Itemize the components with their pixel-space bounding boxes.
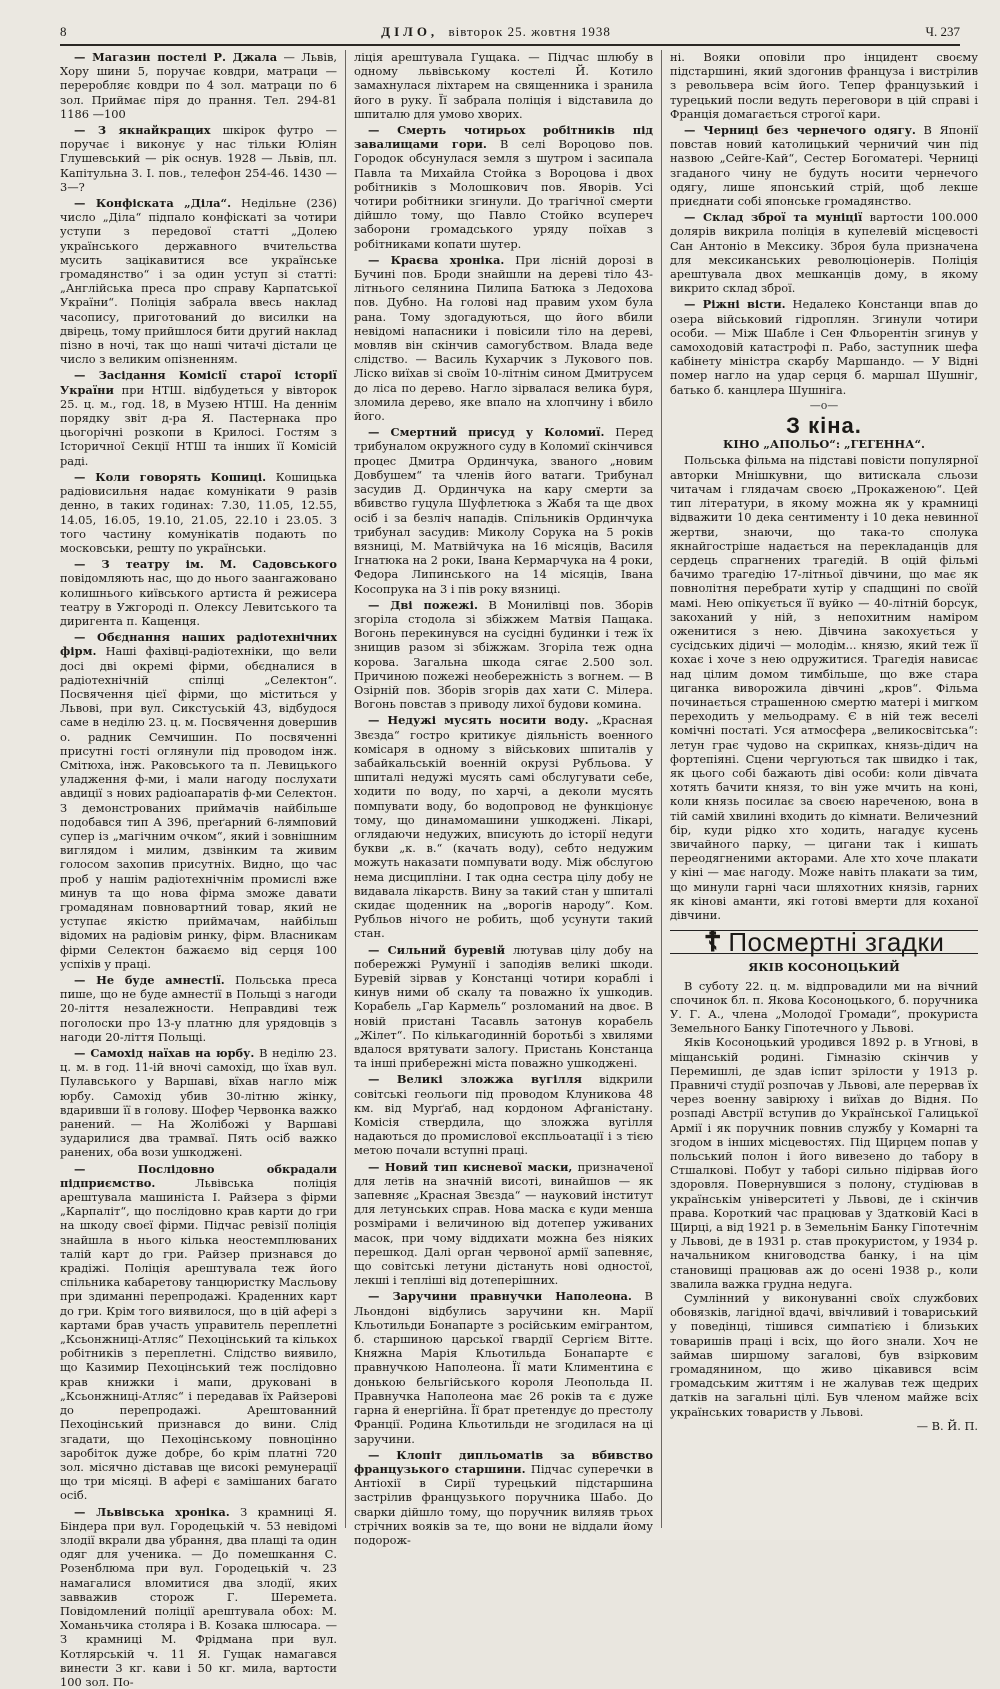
news-item-headline: — Заручини правнучки Наполеона. [368, 1289, 632, 1304]
news-item-headline: — Послідовно обкрадали підприємство. [60, 1161, 337, 1190]
news-item-headline: — З театру ім. М. Садовського [74, 557, 337, 572]
obituary-banner-text: Посмертні згадки [728, 927, 945, 958]
news-item-text: Недільне (236) число „Діла“ підпало конфіскаті за чотири уступи з передової статті „Долею українського державного вчительства мусить зацікавитися все українське громадянство“ і за один уступ зі статті: „Англійська преса про справу Карпатської України“. Поліція забрала ввесь наклад часопису, приготований до висилки на двірець, тому прийшлося бити другий наклад пізно в ночі, так що наші читачі дістали це число з великим опізненням. [60, 196, 337, 367]
separator: —о— [809, 398, 839, 412]
news-item-paragraph [354, 1072, 653, 1157]
news-item-headline: — Новий тип кисневої маски, [368, 1159, 573, 1174]
column-3 [662, 50, 978, 1528]
news-item [60, 470, 337, 555]
news-item-text: вартости 100.000 долярів викрила поліція в купелевій місцевості Сан Антоніо в Мексику. Зброя була призначена для мексиканських революціонерів. Поліція арештувала двох мешканців дому, в якому викрито склад зброї. [670, 210, 978, 296]
news-item-text: „Красная Звєзда“ гостро критикує діяльність военного комісаря в одному з військових шпиталів у забайкальській военній окрузі Рубльова. У шпиталі недужі мусять самі обслугувати себе, ходити по воду, по харчі, а деколи мусять помпувати воду, бо водопровод не функціонує тому, що динамомашини ушкоджені. Лікарі, оглядаючи недужих, вписують до історії недуги букви „к. в.“ (качать воду), себто недужим можуть наказати помпувати воду. Між обслугою нема дисципліни. І так одна сестра цілу добу не видавала лікарств. Вину за такий стан у шпиталі скидає щоденник на „ворогів народу“. Ком. Рубльов нічого не робить, щоб усунути такий стан. [354, 713, 653, 941]
obituary-banner [670, 926, 978, 958]
news-item [354, 253, 653, 423]
news-item [354, 598, 653, 712]
news-item-text: — Львів, Хору шини 5, поручає ковдри, матраци — переробляє ковдри по 4 зол. матраци по 6 зол. Приймає піря до прання. Тел. 294-81 1186 —100 [60, 50, 337, 121]
news-item-headline: — Склад зброї та муніції [684, 210, 863, 225]
news-item-paragraph [60, 196, 337, 366]
news-item-text: В Льондоні відбулись заручини кн. Марії Кльотильди Бонапарте з російським емігрантом, б. старшиною царської гвардії Сергієм Вітте. Княжна Марія Кльотильда Бонапарте є правнучкою Наполеона. Її мати Климентина є донькою бельгійського короля Леопольда ІІ. Правнучка Наполеона має 26 років та є дуже гарна й енергійна. Її брат претендує до престолу Франції. Родина Кльотильди не згодилася на ці заручини. [354, 1289, 653, 1446]
news-item-text: В Японії повстав новий католицький черничий чин під назвою „Сейге-Кай“, Сестер Богоматері. Черниці згаданого чину не будуть носити чернечого одягу, лише японський стрій, щоб лекше приєднати собі японське громадянство. [670, 123, 978, 209]
news-item-paragraph [670, 297, 978, 396]
news-item-text: При лісній дорозі в Бучині пов. Броди знайшли на дереві тіло 43-літнього селянина Пилипа Батюка з Ледохова пов. Дубно. На голові над правим ухом була рана. Тому здогадуються, що його вбили невідомі напасники і повісили тіло на дереві, мовляв він скінчив самогубством. Влада веде слідство. — Василь Кухарчик з Лукового пов. Ліско виїхав зі своїм 10-літнім сином Дмитрусем до ліса по дерево. Нагло зірвалася велика буря, зломила дерево, яке впало на хлопчину і вбило його. [354, 252, 653, 424]
news-item-paragraph [354, 943, 653, 1071]
news-item-text: В Монилівці пов. Зборів згоріла стодола зі збіжжем Матвія Пащака. Вогонь перекинувся на сусідні будинки і теж їх знищив разом зі збіжжам. Згоріла теж одна корова. Загальна шкода сягає 2.500 зол. Причиною пожежі необережність з вогнем. — В Озірній пов. Зборів згорів дах хати С. Мілера. Вогонь повстав з приводу лихої будови комина. [354, 597, 654, 712]
news-item-paragraph [354, 1160, 653, 1288]
column-3-news [670, 50, 978, 397]
obituary-paragraph: Яків Косоноцький уродився 1892 р. в Угнові, в міщанській родині. Гімназію скінчив у Перемишлі, де здав іспит зрілости у 1913 р. Правничі студії розпочав у Львові, але перервав їх через военну завірюху і виїхав до Відня. По розпаді Австрії вступив до Української Галицької Армії і як поручник повнив службу у Комарні та згодом в інших місцевостях. Під Щирцем попав у польський полон і його вивезено до табору в Стшалкові. Побут у таборі сильно підірвав його здоровля. Повернувшися з полону, студіював в українськім університеті у Львові, де і скінчив права. Короткий час працював у Здатковій Касі в Щирці, а від 1921 р. в Земельнім Банку Гіпотечнім у Львові, де в 1931 р. став прокуристом, у 1934 р. начальником книговодства банку, і на цім становищі працював аж до осені 1938 р., коли звалила важка грудна недуга. [670, 1035, 978, 1291]
issue-date: вівторок 25. жовтня 1938 [448, 24, 611, 39]
news-item [354, 123, 653, 251]
news-item-text: Кошицька радіовисильня надає комунікати 9 разів денно, в таких годинах: 7.30, 11.05, 12.55, 14.05, 16.05, 19.10, 21.05, 22.10 і 23.05. З того частину комунікатів подають по московськи, решту по українськи. [60, 469, 338, 555]
news-item-headline: — Смерть чотирьох робітників під завалищами гори. [354, 123, 653, 152]
news-item [354, 1289, 653, 1445]
news-item [354, 943, 653, 1071]
cinema-review-text: Польська фільма на підставі повісти популярної авторки Мнішкувни, що витискала сльози читачам і глядачам своєю „Прокаженою“. Цей тип літератури, в якому можна як у крамниці відважити 10 дека сентименту і 10 дека невинної жертви, знаючи, що така-то сполука якнайгостріше надається на перекладанців для сердець спрагнених трагедій. В оцій фільмі бачимо трагедію 17-літньої дівчини, що має як повнолітня перебрати хутір у спадщині по своїй мамі. Нею опікується її вуйко — 40-літній борсук, закоханий у ній, з непохитним наміром оженитися з нею. Дівчина закохується у сусідських дідичі — молодім... князю, який теж її кохає і хоче з нею одружитися. Трагедія нависає над цілим домом тимбільше, що вже стара циганка виворожила дівчині „кров“. Фільма починається страшенною смертю матері і мигком переходить у мельодраму. Є в ній теж веселі комічні постаті. Уся атмосфера „великосвітська“: летун грає чудово на скрипках, князь-дідич на фортепіяні. Сцени чергуються так швидко і так, як цього собі бажають діві особи: коли дівчата хотять бачити князя, то він уже мчить на коні, коли князь посилає за своєю нареченою, вона в тій самій хвилині входить до кімнати. Величезний бір, куди рідко хто ходить, нагадує кусень звичайного парку, — цигани так і кишать переодягненими акторами. Але хто хоче плакати у кіні — має нагоду. Може навіть плакати за тим, що минули гарні часи шляхотних князів, гарних як кінові аманти, які готові вмерти для коханої дівчини. [670, 453, 978, 922]
news-item-headline: — Великі зложжа вугілля [368, 1072, 582, 1087]
news-item-paragraph [354, 1448, 653, 1547]
news-item-text: Підчас суперечки в Антіохії в Сирії турецький підстаршина застрілив французького поручника Шабо. До сварки дійшло тому, що поручник виляяв трьох стрічних вояків за те, що вони не віддали йому подорож- [354, 1461, 654, 1547]
news-item-text: шкірок футро — поручає і виконує у нас тільки Юліян Глушевський — рік оснув. 1928 — Львів, пл. Капітульна 3. І. пов., телефон 254-46. 1430 —3—? [60, 123, 338, 194]
news-item-headline: — Конфіската „Діла“. [74, 196, 232, 211]
news-item-paragraph [60, 1162, 337, 1503]
news-item-paragraph [60, 368, 337, 467]
film-title: КІНО „АПОЛЬО“: „ГЕГЕННА“. [723, 437, 925, 452]
news-item-headline: — Не буде амнестії. [74, 973, 225, 987]
news-item-text: В неділю 23. ц. м. в год. 11-ій вночі самохід, що їхав вул. Пулавського у Варшаві, вїхав нагло між юрбу. Самохід убив 30-літню жінку, вдаривши її в голову. Шофер Червонка важко ранений. — На Жолібожі у Варшаві зударилися два трамваї. Пять осіб важко ранених, оба вози ушкоджені. [60, 1046, 338, 1160]
news-item [354, 425, 653, 595]
news-item [60, 123, 337, 194]
news-item-text: Наші фахівці-радіотехніки, що вели досі дві окремі фірми, обєдналися в радіотехнічній спілці „Селектон“. Посвячення цієї фірми, що міститься у Львові, при вул. Сикстуській 43, відбудося саме в неділю 23. ц. м. Посвячення довершив о. радник Семчишин. По посвяченні присутні гості оглянули під проводом інж. Смітюха, інж. Раковського та п. Левицького уладження ф-ми, і мали нагоду послухати авдиції з нових радіоапаратів ф-ми Селектон. З демонстрованих приймачів найбільше подобався тип А 396, преґарний 6-лямповий супер із „магічним очком“, який і зовнішним виглядом і милим, дзвінким та живим голосом захопив присутніх. Видно, що час проб у нашім радіотехнічнім промислі вже минув та що нова фірма зможе давати громадянам повновартний товар, який не уступає якістю приймачам, найбільш відомих на радіовім ринку, фірм. Власникам фірми Селектон бажаємо від серця 100 успіхів у праці. [60, 644, 337, 971]
news-item [60, 630, 337, 971]
cinema-review [670, 453, 978, 922]
column-2 [346, 50, 662, 1547]
news-item-text: Польська преса пише, що не буде амнестії в Польщі з нагоди 20-ліття незалежности. Неправдиві теж поголоски про 13-у платню для урядовців з нагоди 20-ліття Польщі. [60, 973, 338, 1044]
obituary-signature: — В. Й. П. [916, 1418, 978, 1433]
news-item-text: відкрили совітські геольоги під проводом Клуникова 48 км. від Мурґаб, над кордоном Афганістану. Комісія ствердила, що зложжа вугілля надаються до промислової експльоатації і з тією метою почали вступні праці. [354, 1072, 653, 1158]
obituary-name: ЯКІВ КОСОНОЦЬКИЙ [748, 960, 900, 975]
news-item-text: повідомляють нас, що до нього заангажовано колишнього київського артиста й режисера театру в Ужгороді п. Олексу Левитського та диригента п. Кащенця. [60, 571, 337, 628]
news-item-headline: — Клопіт дипльоматів за вбивство французького старшини. [354, 1447, 653, 1476]
news-item-headline: — Магазин постелі Р. Джала [74, 50, 278, 64]
news-item-text: Перед трибуналом окружного суду в Коломиї скінчився процес Дмитра Ординчука, званого „новим Довбушем“ та членів його ватаги. Трибунал засудив Д. Ординчука на кару смерти за вбивство гуцула Шуфлетюка з Жабя та ще двох осіб і за безліч нападів. Спільників Ординчука трибунал засудив: Миколу Сорука на 5 років вязниці, М. Матвійчука на 16 місяців, Василя Ігнатюка на 2 роки, Івана Кермарчука на 4 роки, Федора Липинського на 14 місяців, Івана Косопрука на 3 і пів року вязниці. [354, 425, 653, 596]
news-item-headline: — З якнайкращих [74, 123, 211, 138]
news-item-text: Недалеко Констанци впав до озера військовий гідроплян. Згинули чотири особи. — Між Шабле і Сен Фльорентін згинув у самоходовій катастрофі п. Рабо, заступник шефа кабінету міністра скарбу Маршандо. — У Відні помер нагло на удар серця б. маршал Шушніг, батько б. канцлера Шушніга. [670, 297, 979, 397]
news-item-paragraph [354, 253, 653, 423]
news-item-paragraph [354, 425, 653, 595]
page-number: 8 [60, 24, 67, 39]
news-item [670, 210, 978, 295]
news-item-text: Львівська поліція арештувала машиніста І. Райзера з фірми „Карпаліт“, що послідовно крав карти до гри на шкоду своєї фірми. Підчас ревізії поліція знайшла в нього кілька неостемплюваних талій карт до гри. Райзер признався до крадіжі. Поліція арештувала теж його спільника кабаретову танцюристку Масльову при здиманні перепродажі. Краденних карт до гри. Крім того виявилося, що в цій афері з картами брав участь управитель переплетні „Ксьонжниці-Атляс“ Пехоцінський та кількох робітників з переплетні. Слідство виявило, що Казимир Пехоцінський теж послідовно крав книжки і мапи, друковані в „Ксьонжниці-Атляс“ і передавав їх Райзерові до перепродажі. Арештованний Пехоцінський признався до вини. Слід згадати, що Пехоцінському повноцінно заробіток дуже добре, бо крім платні 720 зол. місячно діставав ще високі ремунерації що три місяці. В афері є замішаних багато осіб. [60, 1175, 337, 1503]
news-item-paragraph [60, 557, 337, 628]
news-item [354, 1448, 653, 1547]
news-item-paragraph [354, 598, 653, 712]
news-item-paragraph [354, 50, 653, 121]
news-item [354, 713, 653, 940]
news-item [354, 50, 653, 121]
news-item [60, 368, 337, 467]
news-item [60, 973, 337, 1044]
news-item [354, 1160, 653, 1288]
issue-number: Ч. 237 [925, 24, 960, 39]
news-item [670, 297, 978, 396]
news-item [670, 50, 978, 121]
news-item-paragraph [60, 973, 337, 1044]
news-item-paragraph [60, 50, 337, 121]
cinema-section-title: З кіна. [786, 413, 862, 439]
news-item [60, 196, 337, 366]
news-item [60, 1505, 337, 1689]
news-item-headline: — Львівська хроніка. [74, 1504, 230, 1519]
news-item-text: лютував цілу добу на побережжі Румунії і заподіяв великі шкоди. Буревій зірвав у Констанці чотири кораблі і кинув ними об скалу та поважно їх ушкодив. Корабель „Гар Кармель“ розломаний на двоє. В новій пристані Тасавль затонув корабель „Жілет“. По кількагодинній боротьбі з хвилями вдалося врятувати залогу. Пристань Констанца та інші прибережні міста поважно ушкоджені. [354, 942, 654, 1071]
news-item [60, 1162, 337, 1503]
news-item-paragraph [60, 630, 337, 971]
columns [60, 50, 979, 1689]
obituary-paragraph: В суботу 22. ц. м. відпровадили ми на вічний спочинок бл. п. Якова Косоноцького, б. поручника У. Г. А., члена „Молодої Громади“, прокуриста Земельного Банку Гіпотечного у Львові. [670, 978, 978, 1036]
news-item-text: при НТШ. відбудеться у вівторок 25. ц. м., год. 18, в Музею НТШ. На деннім порядку звіт д-ра Я. Пастернака про цьогорічні розкопи в Крилосі. Гостям з Історичної Секції НТШ та інших її Комісій раді. [60, 382, 337, 468]
news-item-paragraph [354, 1289, 653, 1445]
news-item-text: В селі Вороцово пов. Городок обсунулася земля з шутром і засипала Павла та Михайла Стойка з Вороцова і двох робітників з Молошкович пов. Яворів. Усі чотири робітники згинули. До трагічної смерти дійшло тому, що Павло Стойко всупереч заборони громадського уряду поїхав з робітниками копати шутер. [354, 137, 653, 251]
masthead [60, 20, 960, 46]
news-item-text: З крамниці Я. Біндера при вул. Городецькій ч. 53 невідомі злодії вкрали два убрання, два плащі та один одяг для ученика. — До помешкання С. Розенблюма при вул. Городецькій ч. 23 намагалися вломитися два злодії, яких завважив сторож Г. Шеремета. Повідомлений поліції арештувала обох: М. Хоманьчика столяра і В. Козака шлюсара. — З крамниці М. Фрідмана при вул. Котлярській ч. 11 Я. Гущак намагався винести 3 кг. кави і 50 кг. мила, вартости 100 зол. По- [60, 1504, 337, 1689]
news-item-headline: — Ріжні вісти. [684, 297, 786, 312]
news-item-headline: — Самохід наїхав на юрбу. [74, 1046, 255, 1061]
news-item-paragraph [60, 123, 337, 194]
news-item-headline: — Дві пожежі. [368, 597, 478, 612]
news-item-paragraph [670, 50, 978, 121]
news-item-paragraph [354, 123, 653, 251]
news-item-headline: — Обєднання наших радіотехнічних фірм. [60, 630, 337, 659]
paper-name: ДІЛО, [381, 24, 439, 39]
news-item [354, 1072, 653, 1157]
news-item-paragraph [60, 1046, 337, 1160]
news-item-headline: — Краєва хроніка. [368, 252, 505, 267]
news-item-headline: — Засідання Комісії старої історії України [60, 368, 337, 397]
news-item-paragraph [60, 470, 337, 555]
news-item-headline: — Сильний буревій [368, 942, 506, 957]
news-item-paragraph [670, 210, 978, 295]
news-item-headline: — Коли говорять Кошиці. [74, 469, 267, 484]
masthead-title [67, 24, 926, 40]
news-item-paragraph [670, 123, 978, 208]
news-item-headline: — Недужі мусять носити воду. [368, 713, 589, 728]
news-item-headline: — Черниці без чернечого одягу. [684, 123, 916, 138]
news-item-headline: — Смертний присуд у Коломиї. [368, 425, 605, 440]
news-item-text: призначеної для летів на значній висоті, винайшов — як запевняє „Красная Звєзда“ — науковий інститут для летунських справ. Нова маска є куди менша розмірами і величиною від дотепер уживаних масок, при чому віддихати можна без ніяких перешкод. Далі орган червоної армії запевняє, що совітські летуни дістануть нові одностої, лекші і тепліші від дотеперішних. [354, 1159, 654, 1288]
news-item [670, 123, 978, 208]
news-item [60, 50, 337, 121]
news-item-text: ліція арештувала Гущака. — Підчас шлюбу в одному львівському костелі Й. Котило замахнулася ліхтарем на священника і зранила його в руку. Її забрала поліція і відставила до шпиталю для умово хворих. [354, 50, 653, 121]
news-item-text: ні. Вояки оповіли про інцидент своєму підстаршині, який здогонив француза і вистрілив з револьвера всім його. Тепер французький і турецький посли ведуть переговори в цій справі і Франція домагається строгої кари. [670, 50, 978, 121]
obituary-paragraph: Сумлінний у виконуванні своїх службових обовязків, лагідної вдачі, ввічливий і товариський у поведінці, тішився симпатією і близьких товаришів праці і всіх, що його знали. Хоч не займав ширшому загалові, був взірковим громадянином, що живо цікавився всім громадським життям і не жалував теж щедрих датків на загальні цілі. Був членом майже всіх українських товариств у Львові. [670, 1291, 978, 1419]
news-item [60, 557, 337, 628]
orthodox-cross-icon: ☦ [703, 926, 723, 958]
column-1 [60, 50, 346, 1689]
news-item-paragraph [60, 1505, 337, 1689]
obituary-body [670, 979, 978, 1434]
news-item [60, 1046, 337, 1160]
news-item-paragraph [354, 713, 653, 940]
